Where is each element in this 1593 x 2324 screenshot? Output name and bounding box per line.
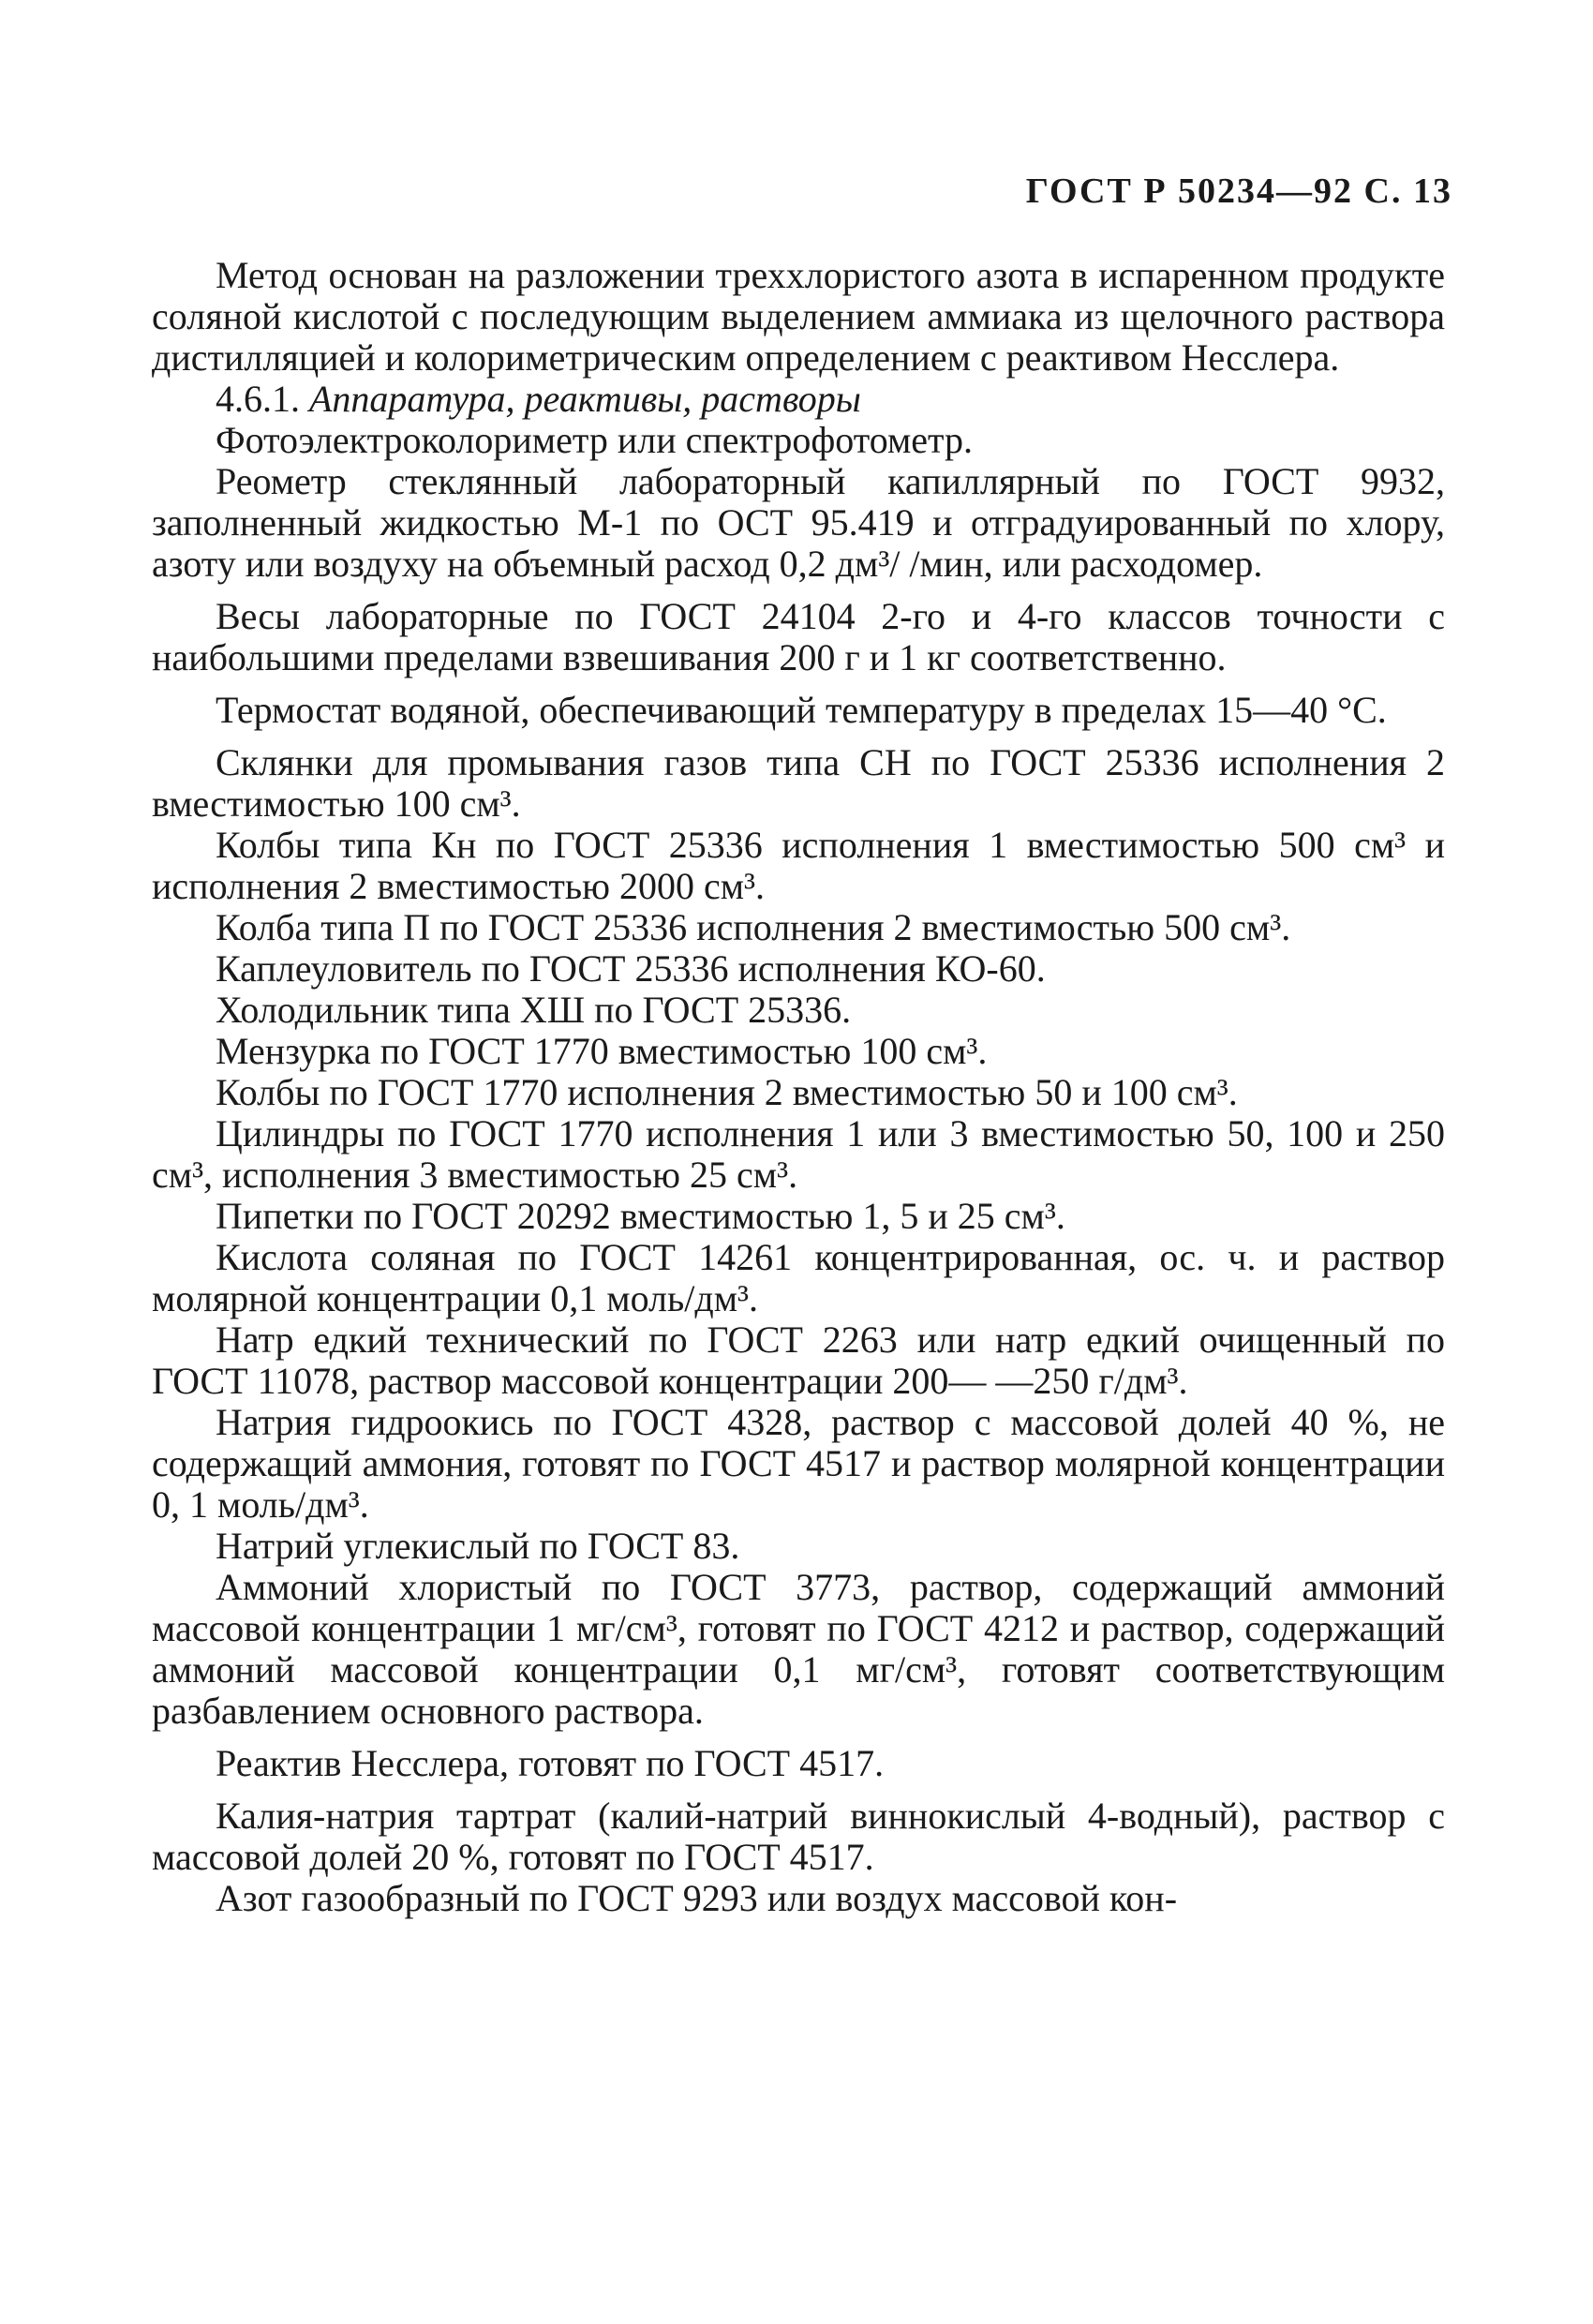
- document-body: [152, 255, 1445, 1919]
- paragraph: Пипетки по ГОСТ 20292 вместимостью 1, 5 и 25 см³.: [216, 1195, 1065, 1237]
- paragraph: Колба типа П по ГОСТ 25336 исполнения 2 вместимостью 500 см³.: [216, 906, 1291, 948]
- paragraph: Каплеуловитель по ГОСТ 25336 исполнения КО-60.: [216, 947, 1046, 990]
- paragraph: Холодильник типа ХШ по ГОСТ 25336.: [216, 989, 852, 1031]
- paragraph: Кислота соляная по ГОСТ 14261 концентрированная, ос. ч. и раствор молярной концентрации 0,1 моль/дм³.: [152, 1236, 1445, 1319]
- section-number: 4.6.1.: [216, 378, 300, 420]
- paragraph: Термостат водяной, обеспечивающий температуру в пределах 15—40 °С.: [216, 689, 1387, 731]
- paragraph: Азот газообразный по ГОСТ 9293 или воздух массовой кон-: [216, 1877, 1178, 1919]
- paragraph: Натрий углекислый по ГОСТ 83.: [216, 1525, 740, 1567]
- section-title: Аппаратура, реактивы, растворы: [309, 378, 861, 420]
- paragraph: Фотоэлектроколориметр или спектрофотометр.: [216, 419, 974, 461]
- paragraph: Реометр стеклянный лабораторный капиллярный по ГОСТ 9932, заполненный жидкостью М-1 по ОСТ 95.419 и отградуированный по хлору, азоту или воздуху на объемный расход 0,2 дм³/ /мин, или расходомер.: [152, 460, 1445, 585]
- paragraph: Реактив Несслера, готовят по ГОСТ 4517.: [216, 1742, 885, 1784]
- paragraph: Натрия гидроокись по ГОСТ 4328, раствор с массовой долей 40 %, не содержащий аммония, готовят по ГОСТ 4517 и раствор молярной концентрации 0, 1 моль/дм³.: [152, 1401, 1445, 1526]
- paragraph: Весы лабораторные по ГОСТ 24104 2-го и 4-го классов точности с наибольшими пределами взвешивания 200 г и 1 кг соответственно.: [152, 595, 1445, 678]
- section-heading: [152, 379, 1445, 420]
- paragraph: Мензурка по ГОСТ 1770 вместимостью 100 см³.: [216, 1030, 988, 1072]
- paragraph: Аммоний хлористый по ГОСТ 3773, раствор, содержащий аммоний массовой концентрации 1 мг/см³, готовят по ГОСТ 4212 и раствор, содержащий аммоний массовой концентрации 0,1 мг/см³, готовят соответствующим разбавлением основного раствора.: [152, 1566, 1445, 1732]
- paragraph: Цилиндры по ГОСТ 1770 исполнения 1 или 3 вместимостью 50, 100 и 250 см³, исполнения 3 вместимостью 25 см³.: [152, 1112, 1445, 1196]
- paragraph: Колбы по ГОСТ 1770 исполнения 2 вместимостью 50 и 100 см³.: [216, 1071, 1238, 1113]
- paragraph: Калия-натрия тартрат (калий-натрий виннокислый 4-водный), раствор с массовой долей 20 %, готовят по ГОСТ 4517.: [152, 1795, 1445, 1878]
- paragraph: Колбы типа Кн по ГОСТ 25336 исполнения 1 вместимостью 500 см³ и исполнения 2 вместимостью 2000 см³.: [152, 824, 1445, 907]
- paragraph: Натр едкий технический по ГОСТ 2263 или натр едкий очищенный по ГОСТ 11078, раствор массовой концентрации 200— —250 г/дм³.: [152, 1318, 1445, 1402]
- paragraph: Склянки для промывания газов типа СН по ГОСТ 25336 исполнения 2 вместимостью 100 см³.: [152, 741, 1445, 825]
- paragraph: Метод основан на разложении треххлористого азота в испаренном продукте соляной кислотой с последующим выделением аммиака из щелочного раствора дистилляцией и колориметрическим определением с реактивом Несслера.: [152, 254, 1445, 379]
- page-header: ГОСТ Р 50234—92 С. 13: [1025, 171, 1452, 211]
